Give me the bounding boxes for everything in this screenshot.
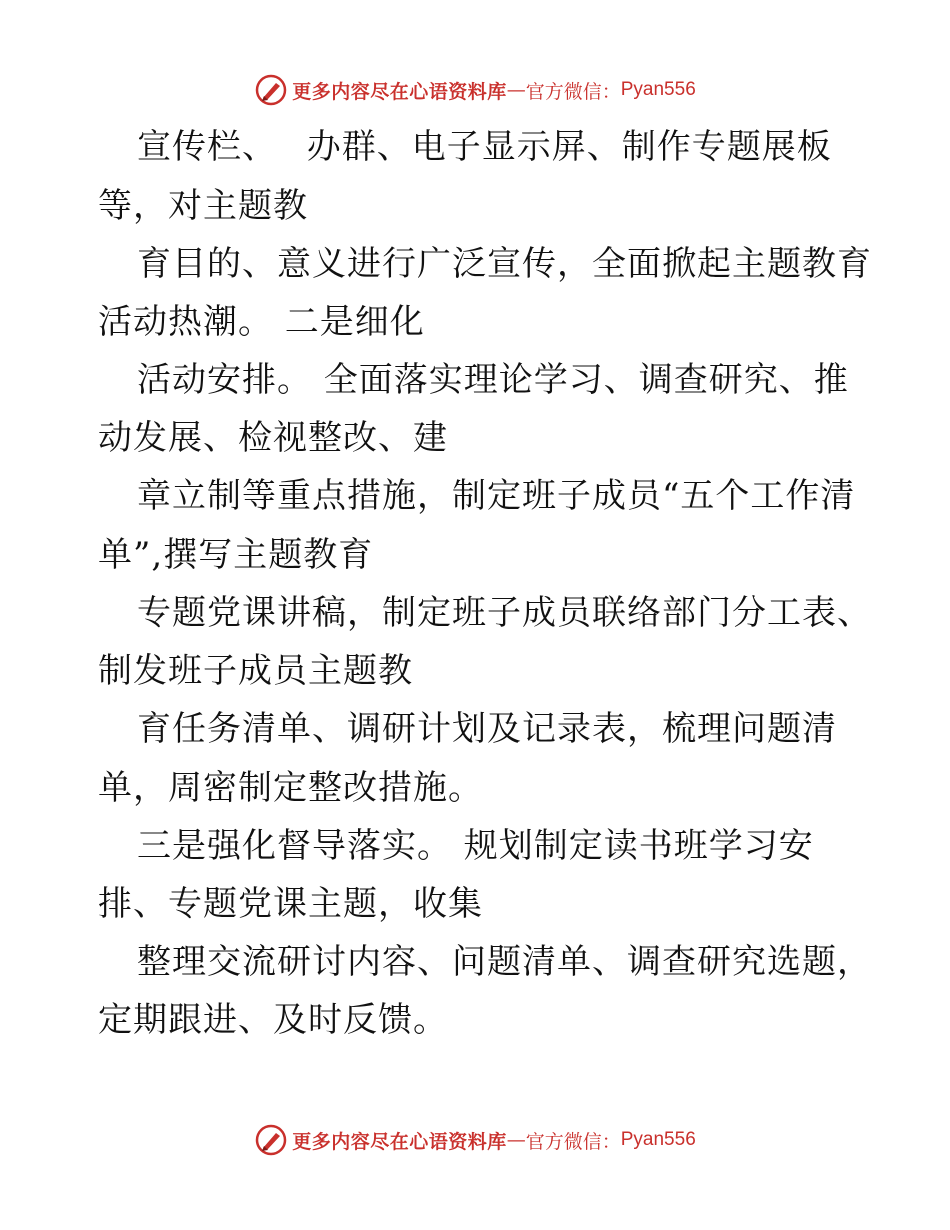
body-line: 专题党课讲稿，制定班子成员联络部门分工表、 — [137, 593, 872, 633]
pen-nib-logo-icon — [254, 73, 288, 107]
body-line: 定期跟进、及时反馈。 — [98, 1000, 448, 1040]
footer-brand-text: 更多内容尽在心语资料库 — [292, 1130, 507, 1153]
header-dash: — — [506, 79, 526, 101]
header-wechat-id: Pyan556 — [620, 79, 696, 100]
body-line: 三是强化督导落实。 规划制定读书班学习安 — [137, 826, 814, 866]
body-line: 整理交流研讨内容、问题清单、调查研究选题， — [137, 942, 872, 982]
footer-dash: — — [506, 1129, 526, 1151]
footer-wechat-id: Pyan556 — [620, 1129, 696, 1150]
footer-wechat-label: 官方微信： — [525, 1130, 621, 1153]
body-line: 活动安排。 全面落实理论学习、调查研究、推 — [137, 360, 849, 400]
body-line: 育任务清单、调研计划及记录表，梳理问题清 — [137, 709, 837, 749]
header-wechat-label: 官方微信： — [525, 80, 621, 103]
body-line: 宣传栏、 办群、电子显示屏、制作专题展板 — [137, 127, 832, 167]
body-line: 活动热潮。 二是细化 — [98, 302, 425, 342]
footer-banner — [0, 1120, 950, 1160]
pen-nib-logo-icon — [254, 1123, 288, 1157]
body-line: 单”,撰写主题教育 — [98, 535, 374, 575]
body-line: 等，对主题教 — [98, 186, 308, 226]
body-line: 育目的、意义进行广泛宣传，全面掀起主题教育 — [137, 244, 872, 284]
header-banner — [0, 70, 950, 110]
header-brand-text: 更多内容尽在心语资料库 — [292, 80, 507, 103]
body-line: 动发展、检视整改、建 — [98, 418, 448, 458]
body-line: 章立制等重点措施，制定班子成员“五个工作清 — [137, 476, 856, 516]
body-line: 制发班子成员主题教 — [98, 651, 413, 691]
body-line: 单，周密制定整改措施。 — [98, 768, 483, 808]
body-line: 排、专题党课主题，收集 — [98, 884, 483, 924]
